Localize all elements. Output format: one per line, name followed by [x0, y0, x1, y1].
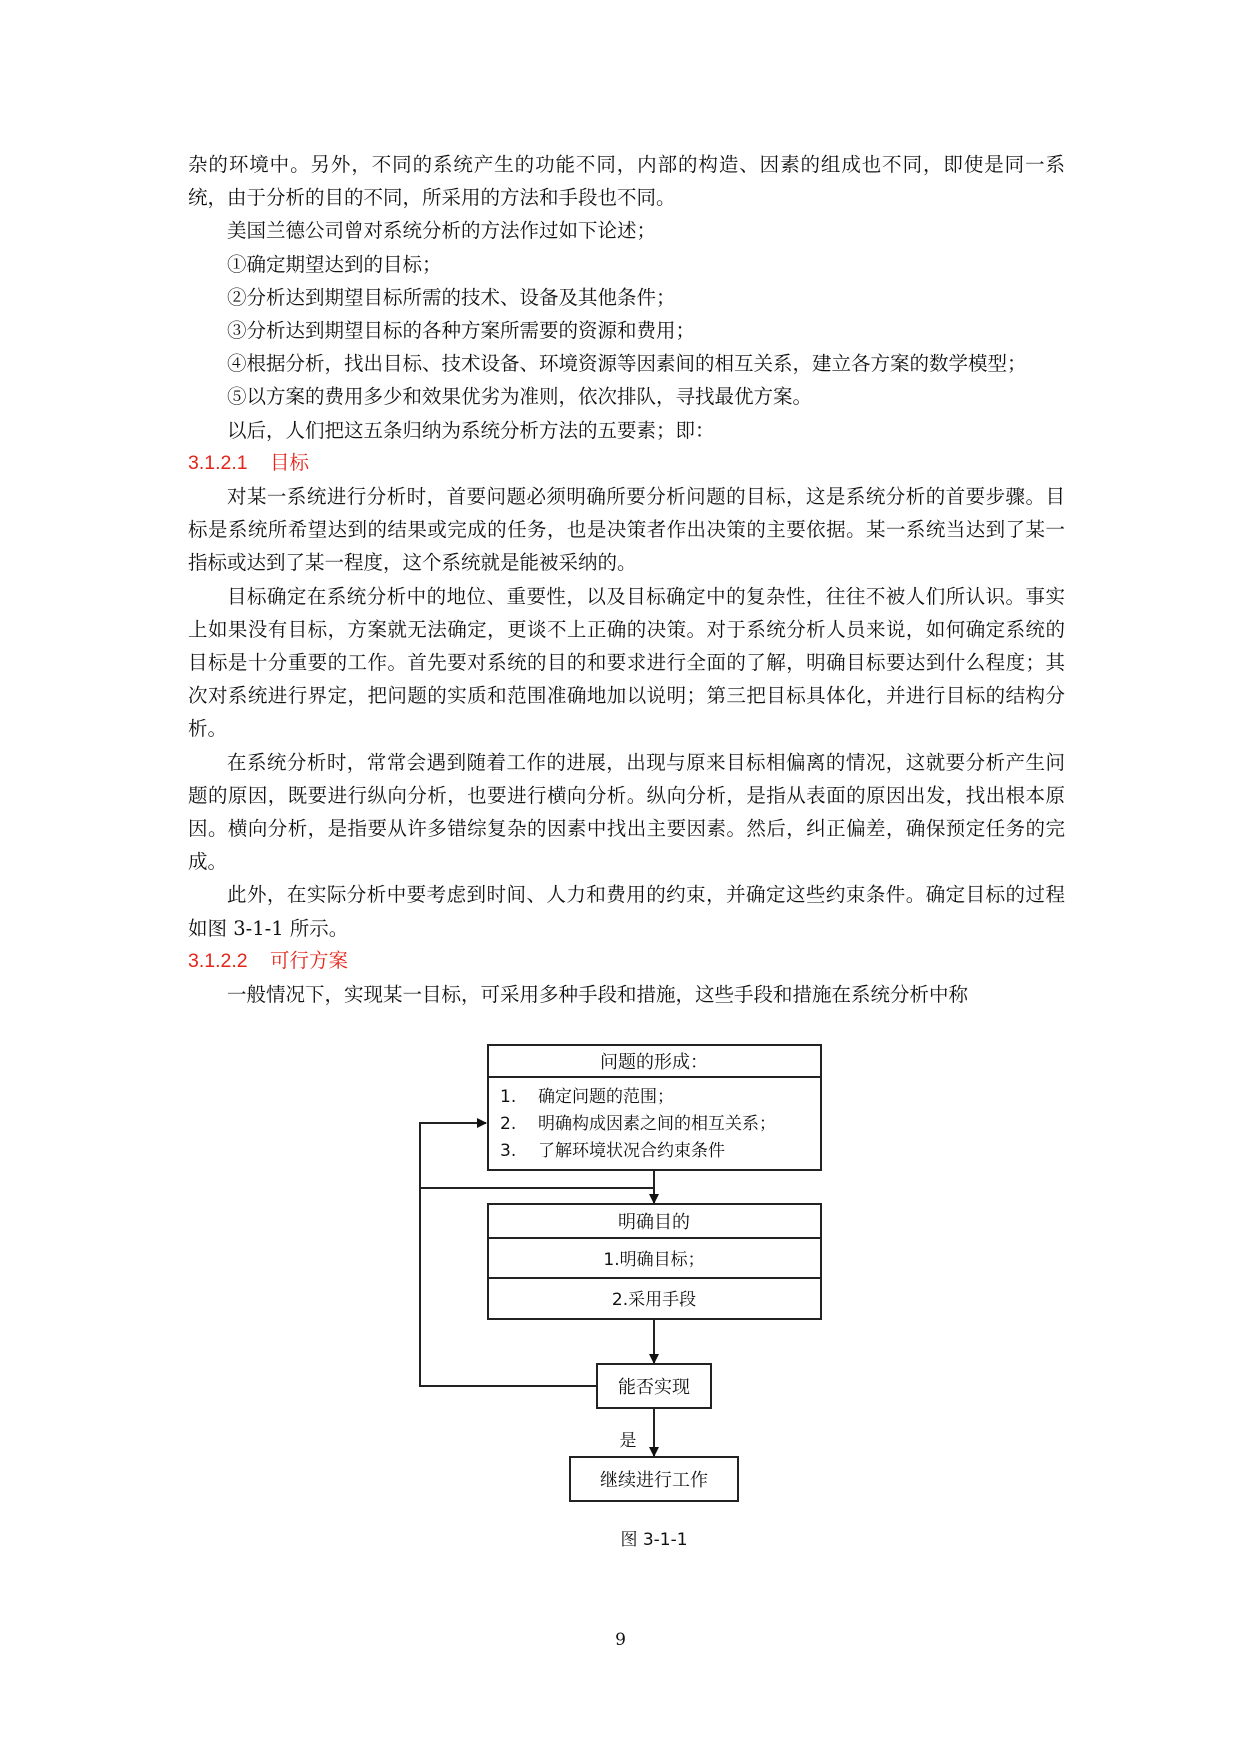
paragraph: 在系统分析时，常常会遇到随着工作的进展，出现与原来目标相偏离的情况，这就要分析产生问题的原因，既要进行纵向分析，也要进行横向分析。纵向分析，是指从表面的原因出发，找出根本原因。横向分析，是指要从许多错综复杂的因素中找出主要因素。然后，纠正偏差，确保预定任务的完成。: [188, 750, 1065, 874]
section-number: 3.1.2.1: [188, 451, 248, 474]
flowchart-diagram: [400, 1040, 840, 1550]
list-number: 3.: [500, 1141, 517, 1161]
list-item: ②分析达到期望目标所需的技术、设备及其他条件；: [227, 285, 676, 309]
section-heading: [188, 945, 1065, 978]
section-title: 目标: [270, 451, 310, 474]
list-item: ⑤以方案的费用多少和效果优劣为准则，依次排队，寻找最优方案。: [227, 385, 813, 409]
list-item: ④根据分析，找出目标、技术设备、环境资源等因素间的相互关系，建立各方案的数学模型；: [227, 352, 1027, 376]
paragraph: 一般情况下，实现某一目标，可采用多种手段和措施，这些手段和措施在系统分析中称: [227, 983, 969, 1007]
clarify-objective-title: 明确目的: [618, 1212, 690, 1233]
list-text: 确定问题的范围；: [538, 1087, 674, 1107]
problem-formation-title: 问题的形成：: [600, 1052, 708, 1073]
list-text: 了解环境状况合约束条件: [538, 1141, 725, 1161]
paragraph: 此外，在实际分析中要考虑到时间、人力和费用的约束，并确定这些约束条件。确定目标的过程如图 3-1-1 所示。: [188, 883, 1065, 940]
feasibility-label: 能否实现: [618, 1377, 690, 1398]
figure-caption: 图 3-1-1: [620, 1530, 688, 1550]
paragraph: 杂的环境中。另外，不同的系统产生的功能不同，内部的构造、因素的组成也不同，即使是同一系统，由于分析的目的不同，所采用的方法和手段也不同。: [188, 153, 1065, 210]
section-title: 可行方案: [270, 949, 349, 972]
paragraph: 目标确定在系统分析中的地位、重要性，以及目标确定中的复杂性，往往不被人们所认识。事实上如果没有目标，方案就无法确定，更谈不上正确的决策。对于系统分析人员来说，如何确定系统的目标是十分重要的工作。首先要对系统的目的和要求进行全面的了解，明确目标要达到什么程度；其次对系统进行界定，把问题的实质和范围准确地加以说明；第三把目标具体化，并进行目标的结构分析。: [188, 584, 1065, 741]
paragraph: 美国兰德公司曾对系统分析的方法作过如下论述；: [227, 219, 657, 243]
list-item: ③分析达到期望目标的各种方案所需要的资源和费用；: [227, 319, 696, 343]
continue-work-label: 继续进行工作: [600, 1470, 708, 1491]
body-text: [188, 148, 1065, 1011]
paragraph: 对某一系统进行分析时，首要问题必须明确所要分析问题的目标，这是系统分析的首要步骤。目标是系统所希望达到的结果或完成的任务，也是决策者作出决策的主要依据。某一系统当达到了某一指标或达到了某一程度，这个系统就是能被采纳的。: [188, 485, 1065, 575]
objective-item: 2.采用手段: [611, 1290, 697, 1310]
yes-label: 是: [619, 1431, 637, 1451]
objective-item: 1.明确目标；: [603, 1250, 705, 1270]
list-number: 1.: [500, 1087, 517, 1107]
section-heading: [188, 447, 1065, 480]
list-item: ①确定期望达到的目标；: [227, 252, 442, 276]
list-number: 2.: [500, 1114, 517, 1134]
paragraph: 以后，人们把这五条归纳为系统分析方法的五要素；即：: [227, 418, 715, 442]
section-number: 3.1.2.2: [188, 949, 248, 972]
page-number: 9: [615, 1630, 626, 1650]
list-text: 明确构成因素之间的相互关系；: [538, 1114, 776, 1134]
